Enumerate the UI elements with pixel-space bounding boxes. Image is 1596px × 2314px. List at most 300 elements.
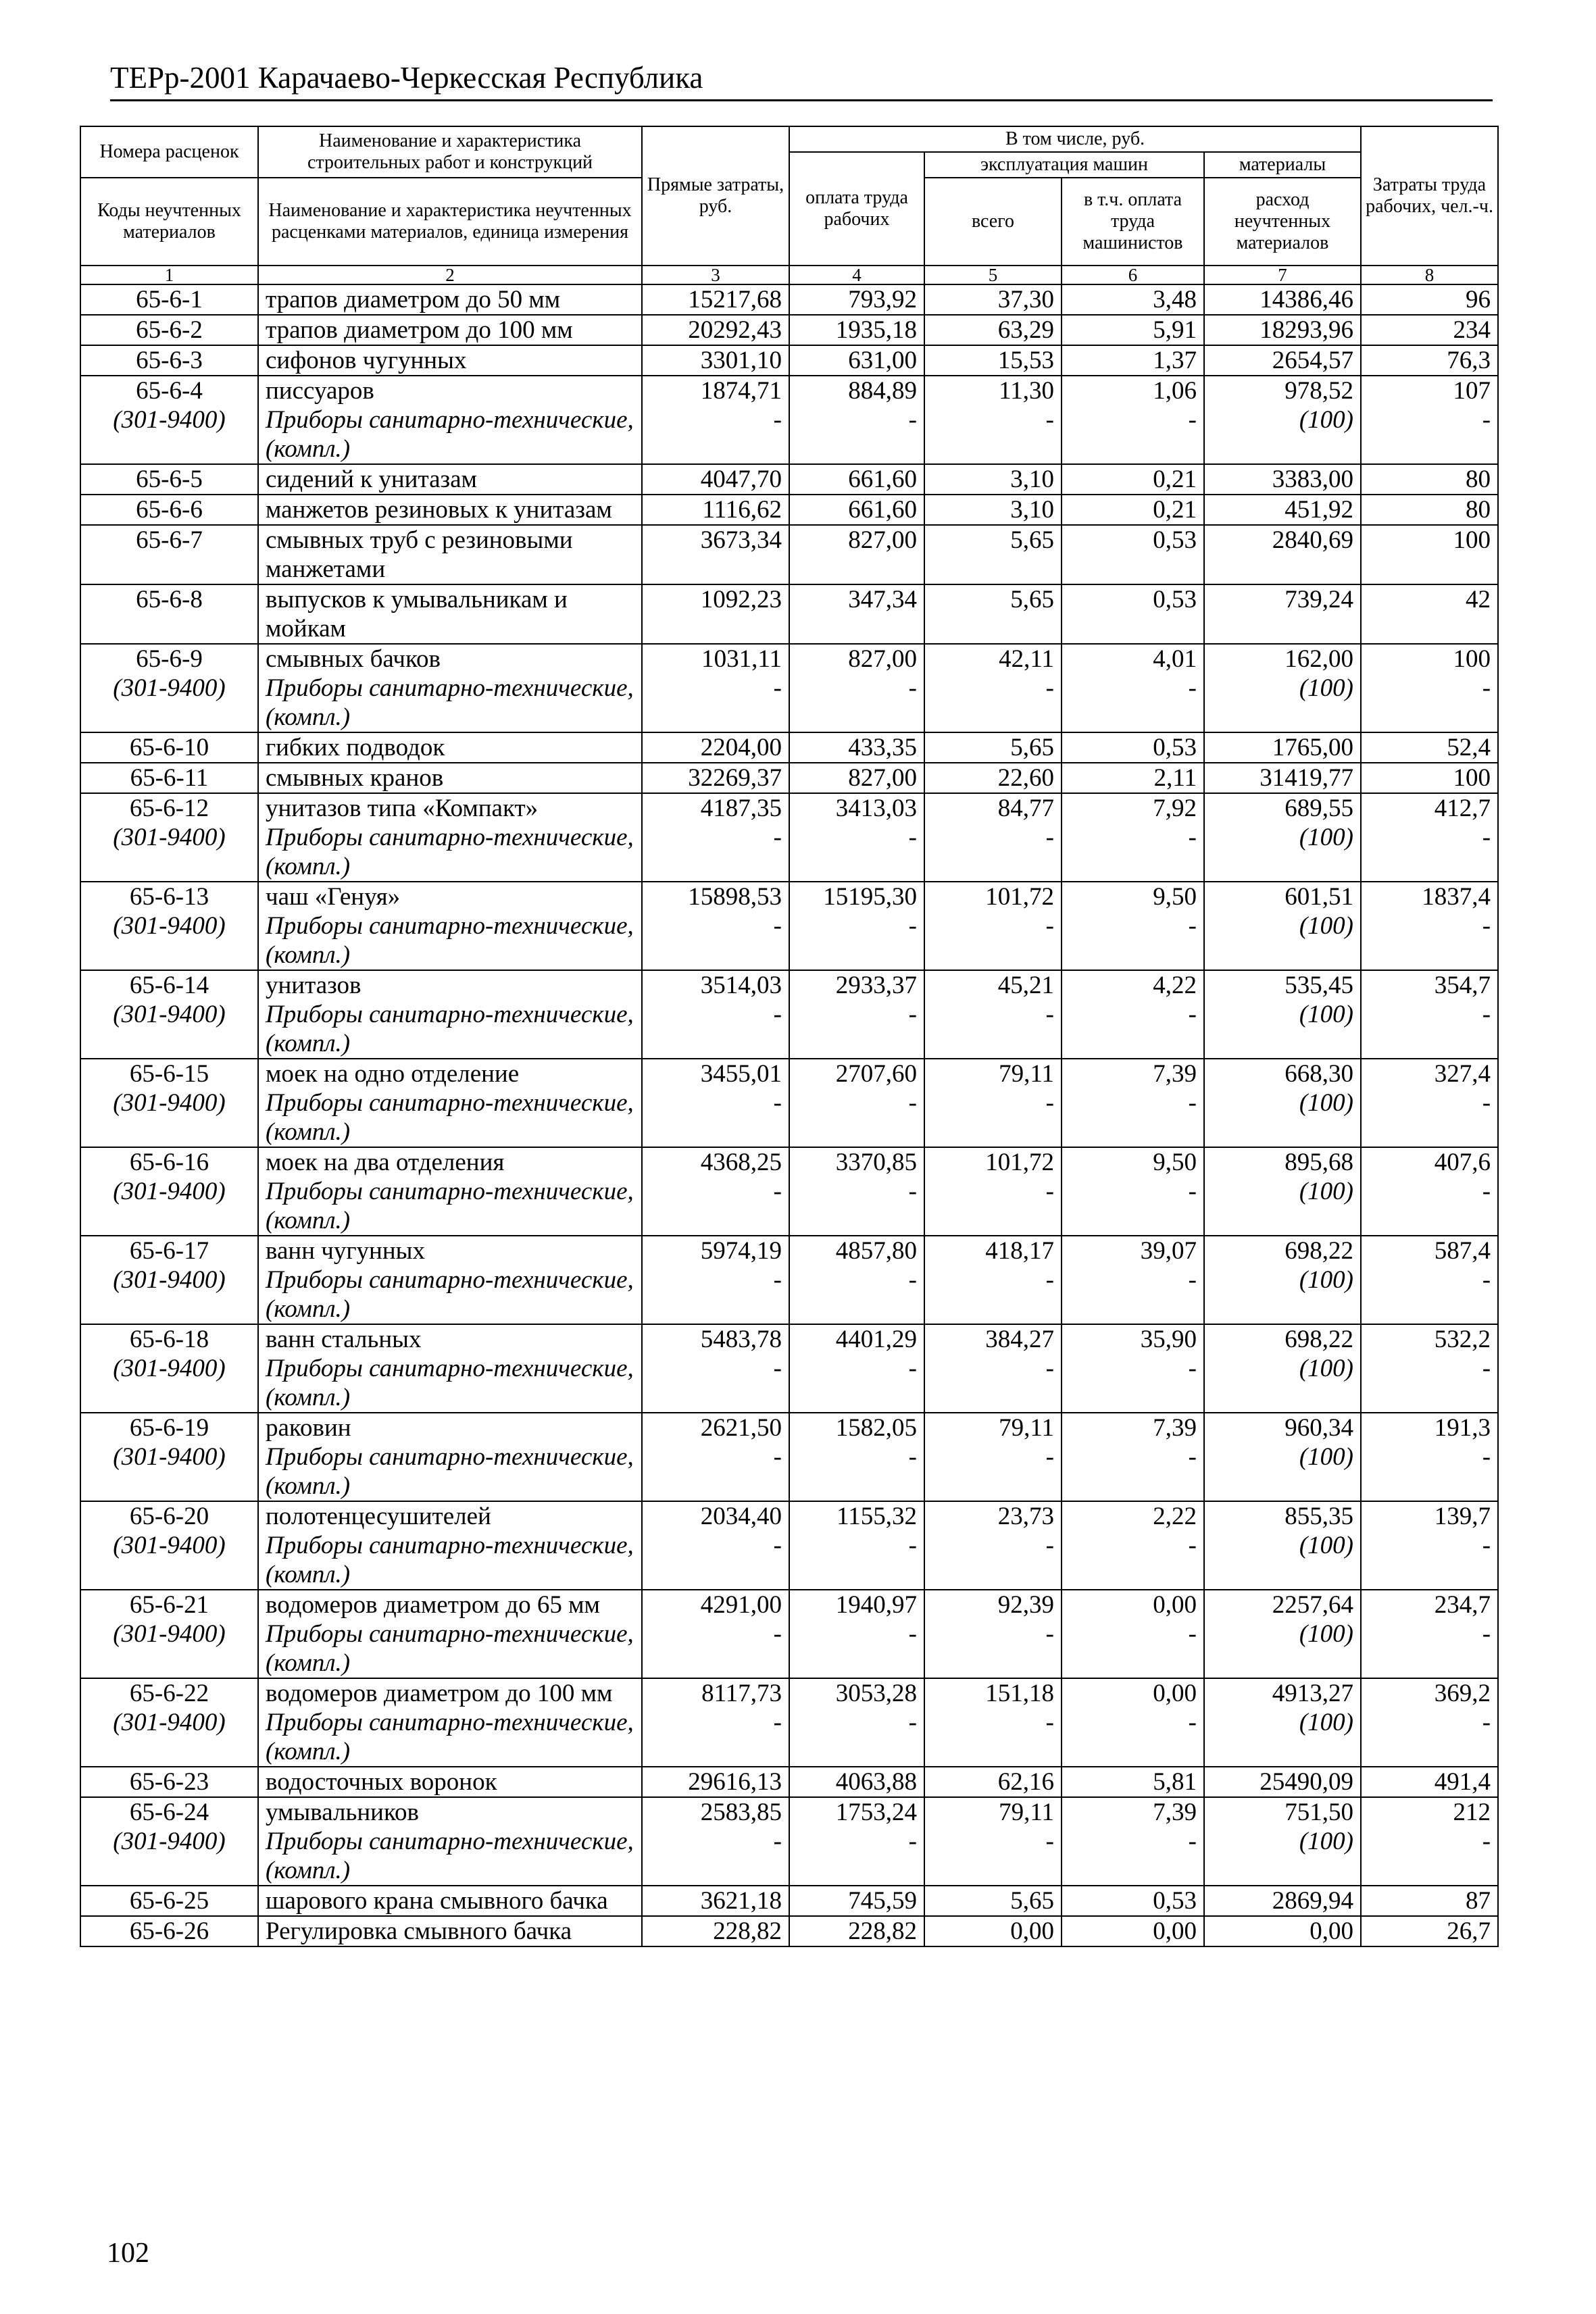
machines-total-cell	[924, 495, 1062, 525]
machines-total: 418,17	[985, 1237, 1054, 1265]
direct-costs: 1874,71	[700, 377, 782, 405]
labor-hours-cell	[1361, 1413, 1498, 1501]
materials-cost: 535,45	[1285, 972, 1354, 999]
labor-hours-cell	[1361, 1236, 1498, 1324]
work-description: унитазов	[266, 972, 361, 999]
rate-code: 65-6-14	[129, 972, 209, 999]
rate-code-unaccounted: (301-9400)	[113, 1178, 226, 1205]
machines-total-cell	[924, 1413, 1062, 1501]
machinist-pay: 39,07	[1140, 1237, 1197, 1265]
materials-cost: 689,55	[1285, 795, 1354, 822]
machines-total-unaccounted: -	[1045, 674, 1054, 702]
machinist-pay: 7,39	[1153, 1060, 1197, 1088]
machinist-pay: 0,53	[1153, 734, 1197, 761]
direct-costs-cell	[642, 970, 789, 1059]
work-description-cell	[258, 1236, 642, 1324]
labor-hours: 587,4	[1434, 1237, 1491, 1265]
machinist-pay-cell	[1062, 732, 1204, 763]
machines-total: 5,65	[1010, 1887, 1054, 1915]
machines-total-cell	[924, 1324, 1062, 1413]
work-description: унитазов типа «Компакт»	[266, 795, 539, 822]
materials-cost: 31419,77	[1260, 764, 1354, 792]
rate-code-cell	[80, 345, 258, 376]
rate-code: 65-6-22	[129, 1680, 209, 1707]
rate-code-unaccounted: (301-9400)	[113, 1828, 226, 1855]
table-row	[80, 315, 1498, 345]
direct-costs-cell	[642, 1678, 789, 1767]
machinist-pay-cell	[1062, 970, 1204, 1059]
materials-cost: 895,68	[1285, 1149, 1354, 1176]
labor-pay-cell	[789, 284, 924, 315]
work-description-unaccounted: Приборы санитарно-технические, (компл.)	[266, 1828, 634, 1884]
materials-cost: 2840,69	[1272, 526, 1354, 554]
rate-code-unaccounted: (301-9400)	[113, 1443, 226, 1471]
rate-code-cell	[80, 1501, 258, 1590]
machinist-pay-cell	[1062, 1324, 1204, 1413]
table-row	[80, 1147, 1498, 1236]
work-description: водомеров диаметром до 65 мм	[266, 1591, 600, 1619]
materials-cost-cell	[1204, 793, 1361, 882]
work-description: смывных труб с резиновыми манжетами	[266, 526, 573, 583]
labor-hours: 327,4	[1434, 1060, 1491, 1088]
work-description-unaccounted: Приборы санитарно-технические, (компл.)	[266, 1001, 634, 1057]
rate-code-unaccounted: (301-9400)	[113, 1001, 226, 1028]
materials-cost: 698,22	[1285, 1326, 1354, 1353]
labor-hours: 42	[1466, 586, 1491, 613]
labor-hours-unaccounted: -	[1482, 1001, 1491, 1028]
rate-code-unaccounted: (301-9400)	[113, 406, 226, 434]
rate-code-cell	[80, 970, 258, 1059]
rate-code: 65-6-26	[129, 1917, 209, 1945]
header-materials-group: материалы	[1204, 152, 1361, 178]
materials-cost-cell	[1204, 584, 1361, 644]
machines-total: 5,65	[1010, 734, 1054, 761]
labor-hours-unaccounted: -	[1482, 1089, 1491, 1117]
work-description-cell	[258, 970, 642, 1059]
labor-pay-cell	[789, 1797, 924, 1886]
materials-cost-unaccounted: (100)	[1299, 1709, 1354, 1736]
machinist-pay-cell	[1062, 1678, 1204, 1767]
labor-hours-unaccounted: -	[1482, 1355, 1491, 1382]
work-description-cell	[258, 763, 642, 793]
rate-code: 65-6-19	[129, 1414, 209, 1442]
materials-cost: 4913,27	[1272, 1680, 1354, 1707]
rate-code-cell	[80, 882, 258, 970]
machinist-pay-unaccounted: -	[1188, 1709, 1197, 1736]
direct-costs-unaccounted: -	[773, 1620, 782, 1648]
machines-total-cell	[924, 970, 1062, 1059]
rate-code-unaccounted: (301-9400)	[113, 1709, 226, 1736]
labor-hours-unaccounted: -	[1482, 406, 1491, 434]
rate-code-cell	[80, 525, 258, 584]
machinist-pay-cell	[1062, 1501, 1204, 1590]
labor-pay-unaccounted: -	[908, 1001, 917, 1028]
labor-hours: 354,7	[1434, 972, 1491, 999]
materials-cost-cell	[1204, 1059, 1361, 1147]
materials-cost: 14386,46	[1260, 286, 1354, 313]
labor-pay-unaccounted: -	[908, 1709, 917, 1736]
machinist-pay: 0,00	[1153, 1680, 1197, 1707]
machines-total-unaccounted: -	[1045, 406, 1054, 434]
work-description: сифонов чугунных	[266, 347, 467, 374]
rate-code-unaccounted: (301-9400)	[113, 824, 226, 851]
direct-costs: 228,82	[713, 1917, 782, 1945]
table-row	[80, 1767, 1498, 1797]
direct-costs-cell	[642, 1236, 789, 1324]
machines-total: 45,21	[997, 972, 1054, 999]
table-row	[80, 644, 1498, 732]
table-row	[80, 284, 1498, 315]
materials-cost-cell	[1204, 1916, 1361, 1946]
materials-cost-unaccounted: (100)	[1299, 1089, 1354, 1117]
direct-costs-cell	[642, 793, 789, 882]
machinist-pay-unaccounted: -	[1188, 824, 1197, 851]
labor-hours-cell	[1361, 732, 1498, 763]
labor-pay: 4857,80	[835, 1237, 917, 1265]
materials-cost: 25490,09	[1260, 1768, 1354, 1796]
labor-pay-cell	[789, 495, 924, 525]
labor-hours-cell	[1361, 345, 1498, 376]
materials-cost: 2257,64	[1272, 1591, 1354, 1619]
machinist-pay: 5,81	[1153, 1768, 1197, 1796]
labor-hours: 107	[1453, 377, 1491, 405]
labor-pay-cell	[789, 1413, 924, 1501]
direct-costs: 15217,68	[688, 286, 782, 313]
rate-code: 65-6-1	[136, 286, 203, 313]
header-machines-group: эксплуатация машин	[924, 152, 1204, 178]
direct-costs-cell	[642, 644, 789, 732]
labor-pay: 433,35	[848, 734, 917, 761]
machines-total: 3,10	[1010, 496, 1054, 524]
machines-total: 0,00	[1010, 1917, 1054, 1945]
labor-hours-unaccounted: -	[1482, 1828, 1491, 1855]
materials-cost-unaccounted: (100)	[1299, 1620, 1354, 1648]
labor-pay-unaccounted: -	[908, 1178, 917, 1205]
machinist-pay-cell	[1062, 1767, 1204, 1797]
labor-hours-unaccounted: -	[1482, 1709, 1491, 1736]
rate-code: 65-6-16	[129, 1149, 209, 1176]
labor-hours: 100	[1453, 526, 1491, 554]
labor-hours: 369,2	[1434, 1680, 1491, 1707]
table-row	[80, 1797, 1498, 1886]
machinist-pay: 2,22	[1153, 1503, 1197, 1530]
work-description-unaccounted: Приборы санитарно-технические, (компл.)	[266, 406, 634, 463]
work-description-unaccounted: Приборы санитарно-технические, (компл.)	[266, 912, 634, 969]
column-number: 8	[1361, 266, 1498, 284]
work-description-unaccounted: Приборы санитарно-технические, (компл.)	[266, 1709, 634, 1765]
direct-costs-unaccounted: -	[773, 912, 782, 940]
direct-costs: 1031,11	[701, 645, 782, 673]
work-description: гибких подводок	[266, 734, 445, 761]
labor-pay-cell	[789, 1147, 924, 1236]
machinist-pay: 4,01	[1153, 645, 1197, 673]
materials-cost: 451,92	[1285, 496, 1354, 524]
table-row	[80, 1236, 1498, 1324]
machines-total: 79,11	[999, 1060, 1054, 1088]
header-machines-total: всего	[924, 178, 1062, 266]
labor-pay-unaccounted: -	[908, 1620, 917, 1648]
work-description-cell	[258, 1501, 642, 1590]
work-description-unaccounted: Приборы санитарно-технические, (компл.)	[266, 824, 634, 880]
rate-code-cell	[80, 1324, 258, 1413]
direct-costs-unaccounted: -	[773, 824, 782, 851]
labor-pay: 631,00	[848, 347, 917, 374]
labor-pay-cell	[789, 1678, 924, 1767]
direct-costs: 1092,23	[700, 586, 782, 613]
direct-costs: 2034,40	[700, 1503, 782, 1530]
rate-code: 65-6-2	[136, 316, 203, 344]
table-row	[80, 1413, 1498, 1501]
direct-costs-unaccounted: -	[773, 1828, 782, 1855]
labor-hours-cell	[1361, 763, 1498, 793]
rate-code: 65-6-5	[136, 466, 203, 493]
direct-costs-unaccounted: -	[773, 1355, 782, 1382]
direct-costs: 8117,73	[701, 1680, 782, 1707]
rate-code: 65-6-23	[129, 1768, 209, 1796]
rate-code-cell	[80, 495, 258, 525]
column-number-row	[80, 266, 1498, 284]
machines-total-unaccounted: -	[1045, 1828, 1054, 1855]
direct-costs-cell	[642, 1501, 789, 1590]
header-machinist-pay: в т.ч. оплата труда машинистов	[1062, 178, 1204, 266]
work-description: ванн чугунных	[266, 1237, 426, 1265]
machinist-pay: 7,39	[1153, 1414, 1197, 1442]
materials-cost-unaccounted: (100)	[1299, 1443, 1354, 1471]
materials-cost: 668,30	[1285, 1060, 1354, 1088]
machinist-pay-cell	[1062, 644, 1204, 732]
rate-code-cell	[80, 464, 258, 495]
labor-pay-cell	[789, 1916, 924, 1946]
column-number: 1	[80, 266, 258, 284]
materials-cost-unaccounted: (100)	[1299, 1532, 1354, 1559]
table-body	[80, 284, 1498, 1946]
materials-cost: 18293,96	[1260, 316, 1354, 344]
direct-costs-unaccounted: -	[773, 1709, 782, 1736]
materials-cost-cell	[1204, 525, 1361, 584]
rate-code-unaccounted: (301-9400)	[113, 1620, 226, 1648]
title-rule	[110, 99, 1493, 101]
machines-total-unaccounted: -	[1045, 1178, 1054, 1205]
rate-code: 65-6-13	[129, 883, 209, 911]
materials-cost-unaccounted: (100)	[1299, 912, 1354, 940]
rate-code-cell	[80, 584, 258, 644]
machines-total: 101,72	[985, 883, 1054, 911]
machinist-pay-cell	[1062, 284, 1204, 315]
direct-costs-cell	[642, 315, 789, 345]
machinist-pay: 0,00	[1153, 1591, 1197, 1619]
work-description: полотенцесушителей	[266, 1503, 491, 1530]
work-description: водосточных воронок	[266, 1768, 497, 1796]
labor-hours: 96	[1466, 286, 1491, 313]
direct-costs-cell	[642, 763, 789, 793]
work-description-cell	[258, 1916, 642, 1946]
labor-pay: 3053,28	[835, 1680, 917, 1707]
labor-pay-unaccounted: -	[908, 1532, 917, 1559]
header-labor-pay: оплата труда рабочих	[789, 152, 924, 266]
work-description-cell	[258, 1590, 642, 1678]
machines-total: 63,29	[997, 316, 1054, 344]
labor-hours-unaccounted: -	[1482, 1178, 1491, 1205]
machinist-pay-cell	[1062, 495, 1204, 525]
materials-cost-cell	[1204, 495, 1361, 525]
materials-cost-unaccounted: (100)	[1299, 824, 1354, 851]
direct-costs: 3621,18	[700, 1887, 782, 1915]
work-description-cell	[258, 284, 642, 315]
direct-costs: 4291,00	[700, 1591, 782, 1619]
direct-costs-cell	[642, 1767, 789, 1797]
machinist-pay-unaccounted: -	[1188, 1443, 1197, 1471]
machines-total: 23,73	[997, 1503, 1054, 1530]
materials-cost-unaccounted: (100)	[1299, 1266, 1354, 1294]
rate-code: 65-6-12	[129, 795, 209, 822]
work-description: трапов диаметром до 50 мм	[266, 286, 561, 313]
direct-costs-cell	[642, 1324, 789, 1413]
labor-pay: 884,89	[848, 377, 917, 405]
labor-pay-unaccounted: -	[908, 1089, 917, 1117]
labor-pay: 827,00	[848, 764, 917, 792]
machinist-pay-unaccounted: -	[1188, 1532, 1197, 1559]
direct-costs: 2583,85	[700, 1799, 782, 1826]
materials-cost: 0,00	[1310, 1917, 1354, 1945]
direct-costs-cell	[642, 464, 789, 495]
machinist-pay: 9,50	[1153, 1149, 1197, 1176]
rate-code-cell	[80, 1916, 258, 1946]
labor-hours: 234	[1453, 316, 1491, 344]
table-row	[80, 882, 1498, 970]
direct-costs: 3514,03	[700, 972, 782, 999]
materials-cost: 960,34	[1285, 1414, 1354, 1442]
column-number: 4	[789, 266, 924, 284]
direct-costs: 3455,01	[700, 1060, 782, 1088]
labor-hours-unaccounted: -	[1482, 912, 1491, 940]
work-description-cell	[258, 793, 642, 882]
machinist-pay: 0,21	[1153, 496, 1197, 524]
direct-costs: 4187,35	[700, 795, 782, 822]
machines-total-cell	[924, 1916, 1062, 1946]
labor-pay: 1940,97	[835, 1591, 917, 1619]
direct-costs: 20292,43	[688, 316, 782, 344]
labor-pay-cell	[789, 1501, 924, 1590]
rate-code-unaccounted: (301-9400)	[113, 674, 226, 702]
labor-hours: 191,3	[1434, 1414, 1491, 1442]
work-description: шарового крана смывного бачка	[266, 1887, 608, 1915]
rate-code-unaccounted: (301-9400)	[113, 1532, 226, 1559]
rate-code-cell	[80, 1059, 258, 1147]
rate-code: 65-6-3	[136, 347, 203, 374]
direct-costs-cell	[642, 376, 789, 464]
direct-costs-cell	[642, 882, 789, 970]
work-description-cell	[258, 1147, 642, 1236]
rate-code: 65-6-9	[136, 645, 203, 673]
labor-hours-cell	[1361, 793, 1498, 882]
materials-cost-cell	[1204, 1590, 1361, 1678]
machinist-pay: 5,91	[1153, 316, 1197, 344]
page-number: 102	[107, 2238, 149, 2269]
rate-code-cell	[80, 376, 258, 464]
materials-cost: 855,35	[1285, 1503, 1354, 1530]
machines-total-cell	[924, 345, 1062, 376]
labor-hours: 491,4	[1434, 1768, 1491, 1796]
labor-hours-cell	[1361, 1501, 1498, 1590]
labor-pay: 827,00	[848, 526, 917, 554]
machines-total: 62,16	[997, 1768, 1054, 1796]
machinist-pay-cell	[1062, 584, 1204, 644]
labor-hours-unaccounted: -	[1482, 674, 1491, 702]
labor-pay: 793,92	[848, 286, 917, 313]
machines-total-unaccounted: -	[1045, 1620, 1054, 1648]
materials-cost-cell	[1204, 1413, 1361, 1501]
machines-total-unaccounted: -	[1045, 824, 1054, 851]
direct-costs: 4368,25	[700, 1149, 782, 1176]
machinist-pay-unaccounted: -	[1188, 674, 1197, 702]
direct-costs: 4047,70	[700, 466, 782, 493]
table-row	[80, 584, 1498, 644]
labor-pay-cell	[789, 644, 924, 732]
labor-pay-cell	[789, 584, 924, 644]
rate-code: 65-6-25	[129, 1887, 209, 1915]
labor-pay-cell	[789, 464, 924, 495]
labor-pay-unaccounted: -	[908, 912, 917, 940]
labor-hours-unaccounted: -	[1482, 1620, 1491, 1648]
labor-hours-unaccounted: -	[1482, 1266, 1491, 1294]
labor-pay-unaccounted: -	[908, 1828, 917, 1855]
machines-total-unaccounted: -	[1045, 1355, 1054, 1382]
rate-code: 65-6-15	[129, 1060, 209, 1088]
work-description: сидений к унитазам	[266, 466, 477, 493]
direct-costs-unaccounted: -	[773, 674, 782, 702]
rate-code: 65-6-20	[129, 1503, 209, 1530]
machinist-pay-unaccounted: -	[1188, 1828, 1197, 1855]
direct-costs-unaccounted: -	[773, 1178, 782, 1205]
work-description: раковин	[266, 1414, 351, 1442]
labor-hours-cell	[1361, 1324, 1498, 1413]
machines-total-cell	[924, 315, 1062, 345]
machines-total-cell	[924, 1678, 1062, 1767]
materials-cost-cell	[1204, 1147, 1361, 1236]
labor-pay: 1582,05	[835, 1414, 917, 1442]
work-description: водомеров диаметром до 100 мм	[266, 1680, 613, 1707]
machines-total-cell	[924, 1147, 1062, 1236]
machines-total: 37,30	[997, 286, 1054, 313]
work-description: моек на два отделения	[266, 1149, 505, 1176]
work-description-cell	[258, 644, 642, 732]
work-description: смывных бачков	[266, 645, 441, 673]
materials-cost-cell	[1204, 1236, 1361, 1324]
table-row	[80, 793, 1498, 882]
machines-total-unaccounted: -	[1045, 1001, 1054, 1028]
rate-code-cell	[80, 1886, 258, 1916]
direct-costs: 2621,50	[700, 1414, 782, 1442]
machines-total-cell	[924, 732, 1062, 763]
labor-pay-cell	[789, 970, 924, 1059]
rate-code: 65-6-11	[130, 764, 209, 792]
machines-total: 92,39	[997, 1591, 1054, 1619]
labor-pay: 2933,37	[835, 972, 917, 999]
direct-costs-cell	[642, 1059, 789, 1147]
work-description-cell	[258, 1413, 642, 1501]
labor-pay: 3413,03	[835, 795, 917, 822]
table-row	[80, 1324, 1498, 1413]
machines-total-cell	[924, 1590, 1062, 1678]
materials-cost: 739,24	[1285, 586, 1354, 613]
materials-cost-cell	[1204, 1767, 1361, 1797]
direct-costs-cell	[642, 584, 789, 644]
labor-pay-unaccounted: -	[908, 824, 917, 851]
labor-hours: 26,7	[1447, 1917, 1491, 1945]
machines-total: 22,60	[997, 764, 1054, 792]
machinist-pay-unaccounted: -	[1188, 1355, 1197, 1382]
rate-code-cell	[80, 763, 258, 793]
